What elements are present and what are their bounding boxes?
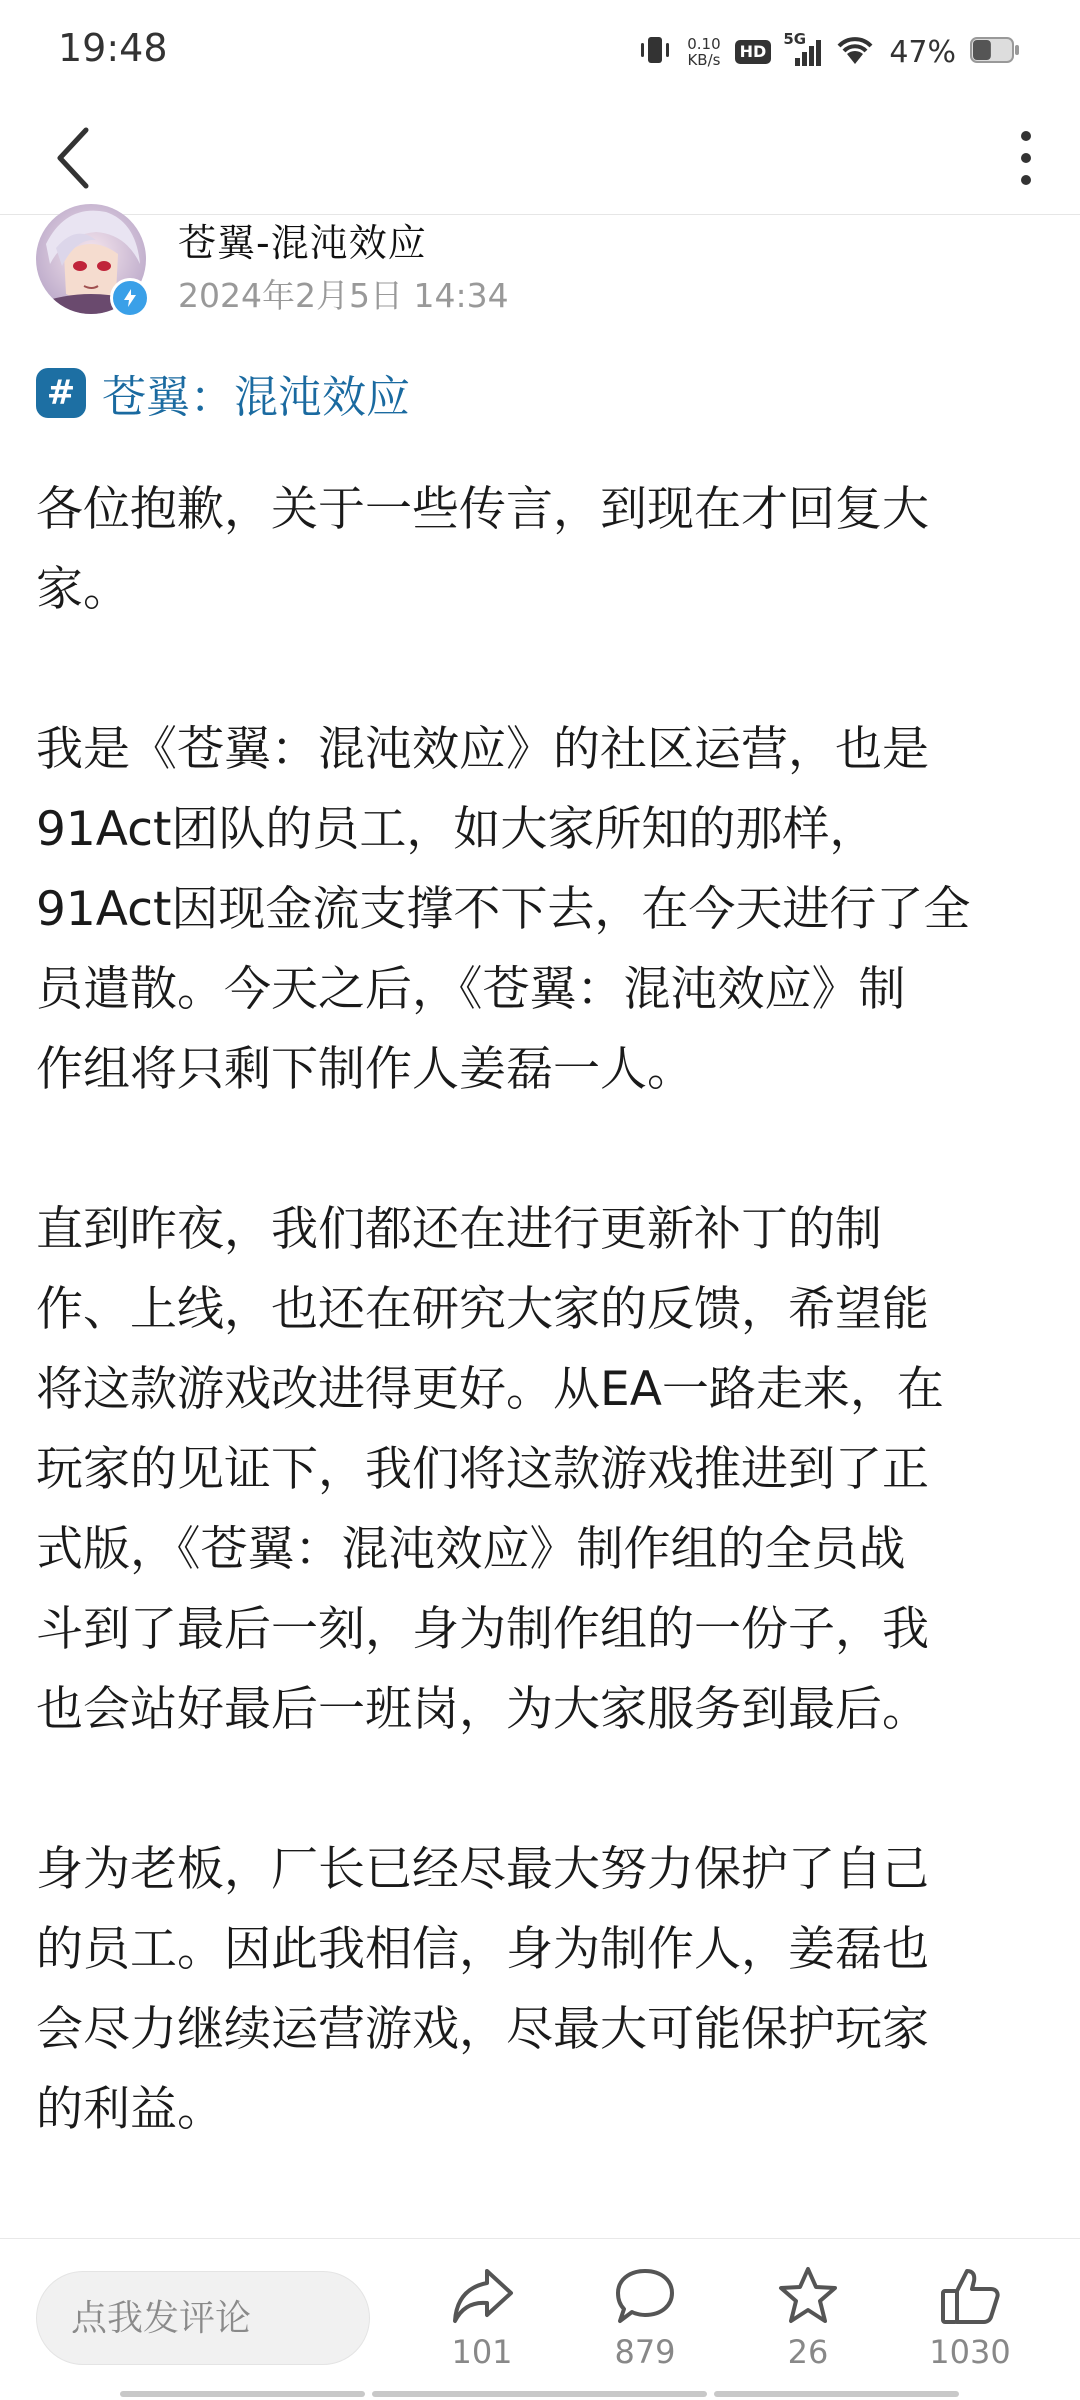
net-speed-unit: KB/s <box>687 51 721 69</box>
thumbs-up-icon <box>937 2265 1003 2327</box>
comment-input[interactable]: 点我发评论 <box>36 2271 370 2365</box>
status-time: 19:48 <box>58 26 168 70</box>
verified-badge-icon <box>110 278 150 318</box>
article-paragraph: 直到昨夜，我们都还在进行更新补丁的制 作、上线，也还在研究大家的反馈，希望能 将这款游戏改进得更好。从EA一路走来，在 玩家的见证下，我们将这款游戏推进到了正 式版，《苍翼：混沌效应》制作组的全员战 斗到了最后一刻，身为制作组的一份子，我 也会站好最后一班岗，为大家服务到最后。 <box>36 1202 944 1737</box>
article-paragraph: 各位抱歉，关于一些传言，到现在才回复大 家。 <box>36 482 929 617</box>
post-date: 2024年2月5日 14:34 <box>178 276 509 315</box>
topic-hashtag-icon <box>36 368 86 418</box>
article-body <box>36 470 1046 2230</box>
comment-icon <box>612 2265 678 2327</box>
star-icon <box>775 2265 841 2327</box>
like-count: 1030 <box>929 2333 1011 2371</box>
nav-gesture-bar-right <box>714 2391 959 2397</box>
net-speed <box>687 36 720 68</box>
comment-button[interactable] <box>585 2265 705 2385</box>
comment-count: 879 <box>614 2333 676 2371</box>
hd-badge: HD <box>735 40 772 64</box>
top-nav <box>0 100 1080 215</box>
signal-label: 5G <box>783 30 807 48</box>
net-speed-value: 0.10 <box>687 35 721 53</box>
back-button[interactable] <box>44 118 104 198</box>
article-paragraph: 身为老板，厂长已经尽最大努力保护了自己 的员工。因此我相信，身为制作人，姜磊也 会尽力继续运营游戏，尽最大可能保护玩家 的利益。 <box>36 1842 929 2137</box>
more-options-button[interactable] <box>996 118 1056 198</box>
nav-gesture-bar-left <box>120 2391 365 2397</box>
status-bar <box>0 0 1080 100</box>
author-avatar[interactable] <box>36 216 146 316</box>
bottom-action-bar <box>0 2238 1080 2400</box>
share-button[interactable] <box>422 2265 542 2385</box>
vibrate-icon <box>637 33 673 71</box>
wifi-icon <box>835 34 875 70</box>
topic-icon-symbol: # <box>46 373 76 413</box>
favorite-count: 26 <box>787 2333 829 2371</box>
cellular-signal-icon <box>783 30 821 68</box>
topic-tag[interactable] <box>36 358 410 428</box>
more-vertical-icon <box>996 118 1056 198</box>
favorite-button[interactable] <box>748 2265 868 2385</box>
chevron-left-icon <box>44 118 104 198</box>
like-button[interactable] <box>910 2265 1030 2385</box>
article-paragraph: 我是《苍翼：混沌效应》的社区运营，也是 91Act团队的员工，如大家所知的那样， 91Act因现金流支撑不下去，在今天进行了全 员遣散。今天之后，《苍翼：混沌效应》制 作组将只剩下制作人姜磊一人。 <box>36 722 971 1097</box>
share-count: 101 <box>451 2333 513 2371</box>
author-name[interactable]: 苍翼-混沌效应 <box>178 221 427 265</box>
battery-icon <box>970 36 1020 68</box>
status-icons <box>637 30 1020 74</box>
topic-label: 苍翼：混沌效应 <box>102 372 410 423</box>
share-icon <box>449 2265 515 2327</box>
nav-gesture-bar-center <box>372 2391 707 2397</box>
battery-percent: 47% <box>889 34 956 70</box>
